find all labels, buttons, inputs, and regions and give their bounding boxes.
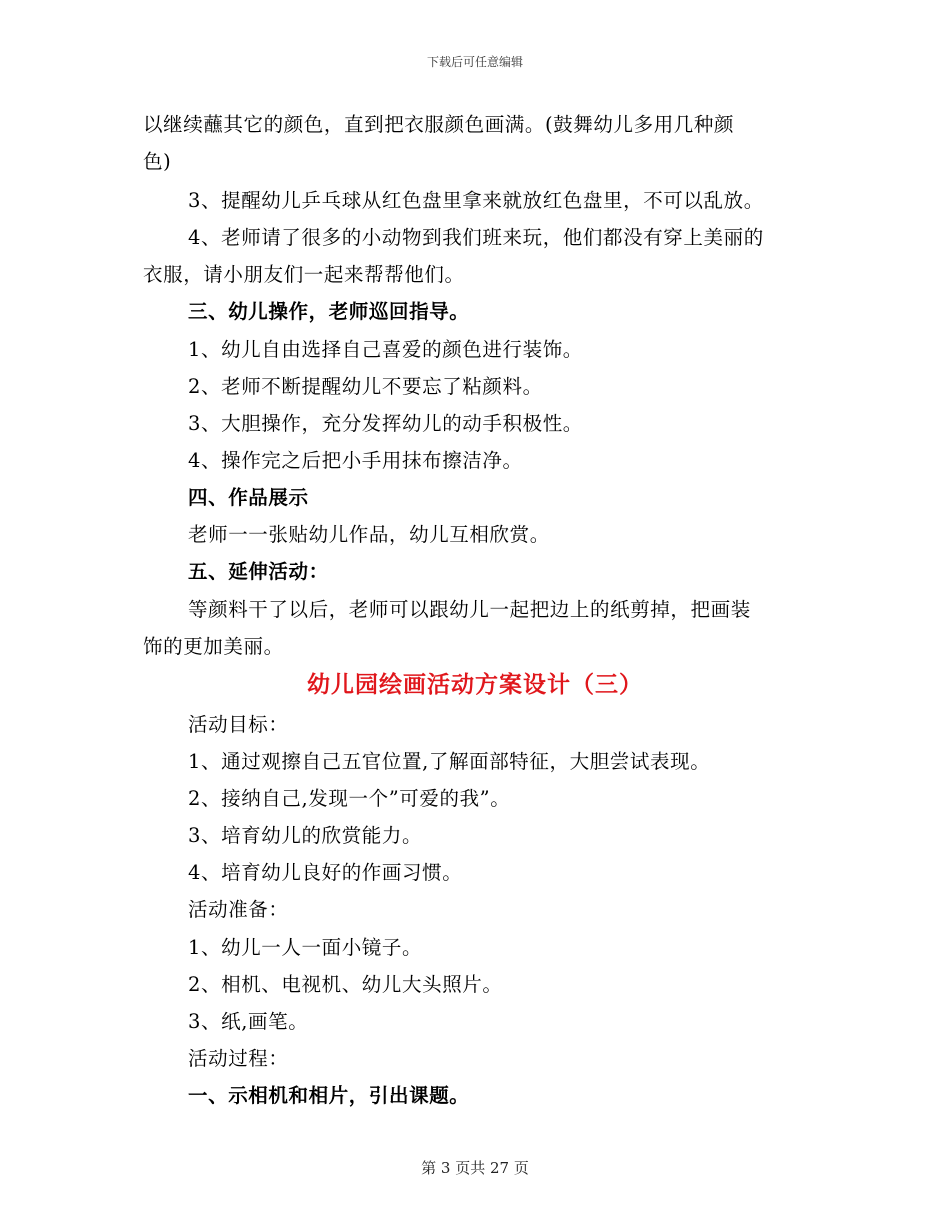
label-process: 活动过程： [188,1047,289,1070]
paragraph-line: 4、老师请了很多的小动物到我们班来玩，他们都没有穿上美丽的 [188,226,764,249]
section-heading: 三、幼儿操作，老师巡回指导。 [188,300,470,323]
list-item: 3、培育幼儿的欣赏能力。 [188,824,423,847]
list-item: 4、培育幼儿良好的作画习惯。 [188,861,463,884]
list-item: 2、老师不断提醒幼儿不要忘了粘颜料。 [188,375,543,398]
section-heading: 四、作品展示 [188,486,309,509]
paragraph-line: 3、提醒幼儿乒乓球从红色盘里拿来就放红色盘里，不可以乱放。 [188,189,764,212]
list-item: 3、大胆操作，充分发挥幼儿的动手积极性。 [188,412,583,435]
section-heading: 一、示相机和相片，引出课题。 [188,1084,470,1107]
label-goals: 活动目标： [188,713,289,736]
list-item: 1、幼儿自由选择自己喜爱的颜色进行装饰。 [188,338,583,361]
paragraph-line: 等颜料干了以后，老师可以跟幼儿一起把边上的纸剪掉，把画装 [188,598,751,621]
list-item: 1、通过观擦自己五官位置,了解面部特征，大胆尝试表现。 [188,750,711,773]
paragraph-line: 色) [143,150,172,173]
list-item: 1、幼儿一人一面小镜子。 [188,936,423,959]
paragraph-line: 衣服，请小朋友们一起来帮帮他们。 [143,263,465,286]
paragraph-line: 以继续蘸其它的颜色，直到把衣服颜色画满。(鼓舞幼儿多用几种颜 [143,113,735,136]
list-item: 2、相机、电视机、幼儿大头照片。 [188,973,503,996]
label-preparation: 活动准备： [188,898,289,921]
section-heading: 五、延伸活动： [188,560,329,583]
list-item: 3、纸,画笔。 [188,1010,309,1033]
page-footer: 第 3 页共 27 页 [421,1159,529,1177]
paragraph-line: 饰的更加美丽。 [143,635,284,658]
list-item: 2、接纳自己,发现一个”可爱的我”。 [188,787,511,810]
paragraph-line: 老师一一张贴幼儿作品，幼儿互相欣赏。 [188,523,550,546]
page-header: 下载后可任意编辑 [426,55,523,69]
list-item: 4、操作完之后把小手用抹布擦洁净。 [188,449,523,472]
section-title: 幼儿园绘画活动方案设计（三） [307,671,643,698]
